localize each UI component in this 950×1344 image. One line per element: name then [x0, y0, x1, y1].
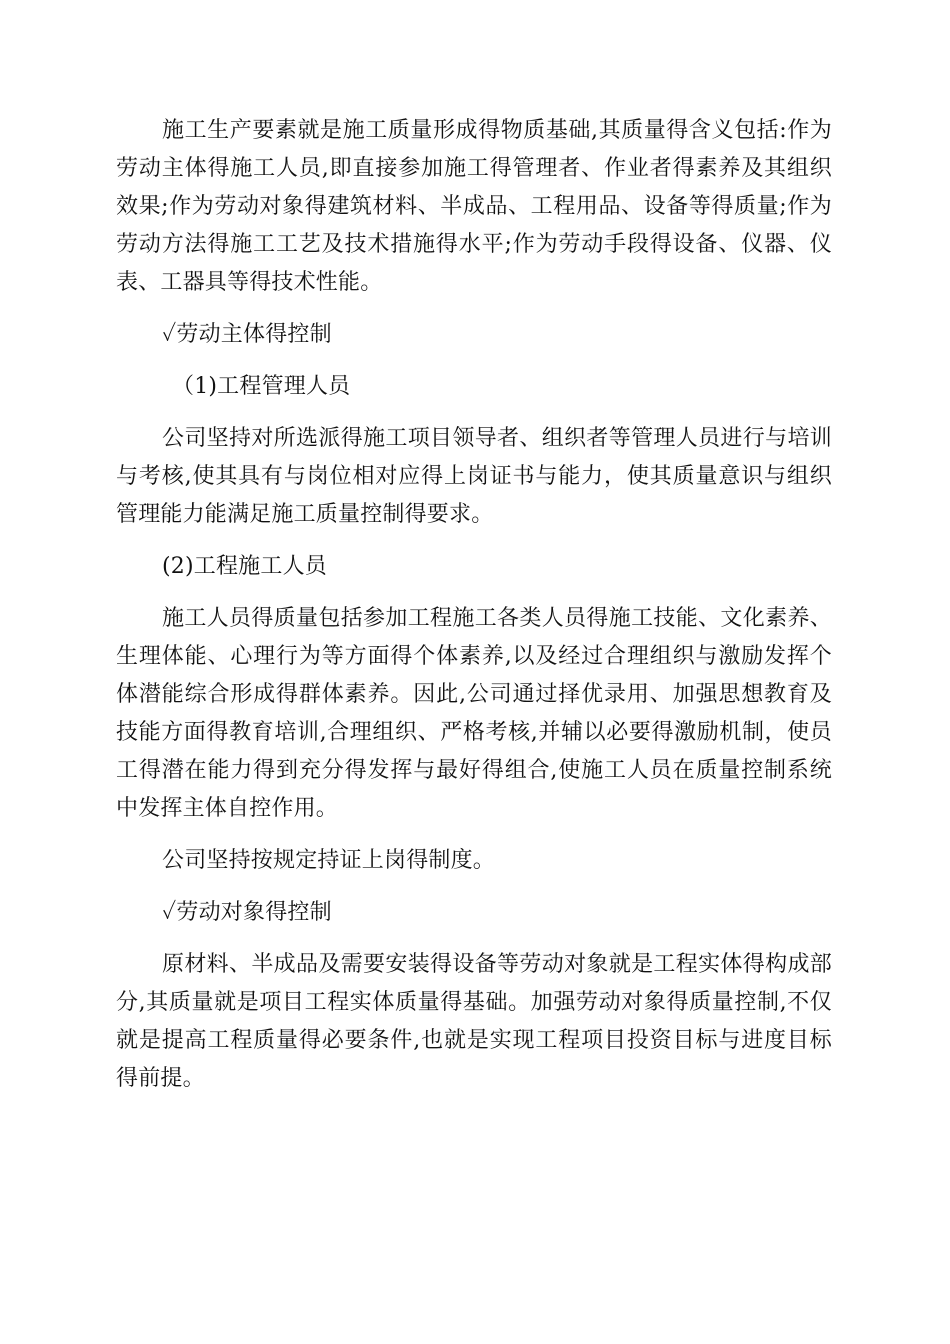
paragraph-worker-quality: 施工人员得质量包括参加工程施工各类人员得施工技能、文化素养、生理体能、心理行为等方面得个体素养,以及经过合理组织与激励发挥个体潜能综合形成得群体素养。因此,公司通过择优录用、加强思想教育及技能方面得教育培训,合理组织、严格考核,并辅以必要得激励机制，使员工得潜在能力得到充分得发挥与最好得组合,使施工人员在质量控制系统中发挥主体自控作用。 — [116, 606, 832, 821]
subheading-engineering-management: （1)工程管理人员 — [172, 374, 351, 399]
paragraph-certification-policy: 公司坚持按规定持证上岗得制度。 — [162, 848, 496, 873]
paragraph-intro: 施工生产要素就是施工质量形成得物质基础,其质量得含义包括:作为劳动主体得施工人员,即直接参加施工得管理者、作业者得素养及其组织效果;作为劳动对象得建筑材料、半成品、工程用品、设备等得质量;作为劳动方法得施工工艺及技术措施得水平;作为劳动手段得设备、仪器、仪表、工器具等得技术性能。 — [116, 118, 832, 295]
document-body — [116, 112, 832, 1098]
paragraph-materials-quality: 原材料、半成品及需要安装得设备等劳动对象就是工程实体得构成部分,其质量就是项目工程实体质量得基础。加强劳动对象得质量控制,不仅就是提高工程质量得必要条件,也就是实现工程项目投资目标与进度目标得前提。 — [116, 952, 832, 1091]
heading-labor-subject-control: ✓劳动主体得控制 — [162, 322, 332, 347]
paragraph-management-training: 公司坚持对所选派得施工项目领导者、组织者等管理人员进行与培训与考核,使其具有与岗位相对应得上岗证书与能力，使其质量意识与组织管理能力能满足施工质量控制得要求。 — [116, 426, 832, 527]
subheading-construction-workers: (2)工程施工人员 — [162, 554, 327, 579]
heading-labor-object-control: ✓劳动对象得控制 — [162, 900, 332, 925]
